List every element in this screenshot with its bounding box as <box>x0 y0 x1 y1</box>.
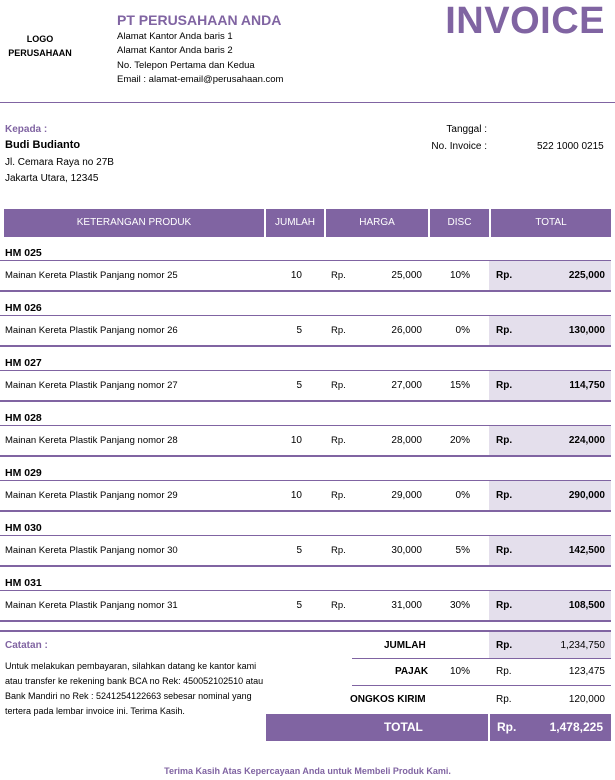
total-currency: Rp. <box>496 270 513 281</box>
summary-divider <box>352 658 611 659</box>
header-product: KETERANGAN PRODUK <box>76 217 192 228</box>
price-currency: Rp. <box>331 600 346 611</box>
product-description: Mainan Kereta Plastik Panjang nomor 27 <box>5 380 178 391</box>
total-currency: Rp. <box>496 545 513 556</box>
row-bottom-divider <box>0 345 611 347</box>
unit-price: 30,000 <box>391 545 422 556</box>
subtotal-value: 1,234,750 <box>560 640 605 651</box>
address-line-1: Alamat Kantor Anda baris 1 <box>117 31 233 42</box>
logo-line-1: LOGO <box>26 34 54 44</box>
notes-text: Untuk melakukan pembayaran, silahkan datang ke kantor kami atau transfer ke rekening bank BCA no Rek: 450052102510 atau Bank Mandiri no Rek : 5241254122663 sebesar nominal yang tertera pada lembar invoice ini. Terima Kasih. <box>5 661 264 716</box>
header-price: HARGA <box>359 217 395 228</box>
product-code: HM 029 <box>5 467 42 479</box>
notes-label: Catatan : <box>5 640 48 651</box>
subtotal-label: JUMLAH <box>384 640 426 651</box>
customer-street: Jl. Cemara Raya no 27B <box>5 157 114 168</box>
product-code: HM 031 <box>5 577 42 589</box>
product-code: HM 027 <box>5 357 42 369</box>
company-name: PT PERUSAHAAN ANDA <box>117 12 282 28</box>
shipping-currency: Rp. <box>496 694 512 705</box>
unit-price: 28,000 <box>391 435 422 446</box>
logo-line-2: PERUSAHAAN <box>8 48 72 58</box>
line-total: 142,500 <box>568 545 605 556</box>
line-total: 130,000 <box>568 325 605 336</box>
row-bottom-divider <box>0 290 611 292</box>
total-currency: Rp. <box>496 380 513 391</box>
total-currency: Rp. <box>496 435 513 446</box>
line-total: 225,000 <box>568 270 605 281</box>
price-currency: Rp. <box>331 545 346 556</box>
header-divider <box>0 102 615 103</box>
product-code: HM 025 <box>5 247 42 259</box>
line-item <box>0 403 615 458</box>
product-description: Mainan Kereta Plastik Panjang nomor 29 <box>5 490 178 501</box>
quantity: 10 <box>290 270 302 281</box>
unit-price: 27,000 <box>391 380 422 391</box>
tax-rate: 10% <box>449 666 470 677</box>
total-currency: Rp. <box>496 325 513 336</box>
invoice-title: INVOICE <box>445 0 605 42</box>
quantity: 5 <box>296 325 302 336</box>
row-bottom-divider <box>0 455 611 457</box>
line-total: 114,750 <box>569 380 605 391</box>
price-currency: Rp. <box>331 380 346 391</box>
company-logo <box>6 32 74 60</box>
quantity: 5 <box>296 380 302 391</box>
quantity: 5 <box>296 545 302 556</box>
grand-total-separator <box>488 714 490 741</box>
product-code: HM 028 <box>5 412 42 424</box>
header-discount: DISC <box>447 217 472 228</box>
row-bottom-divider <box>0 565 611 567</box>
price-currency: Rp. <box>331 435 346 446</box>
total-currency: Rp. <box>496 600 513 611</box>
shipping-value: 120,000 <box>568 694 605 705</box>
tax-currency: Rp. <box>496 666 512 677</box>
unit-price: 29,000 <box>391 490 422 501</box>
unit-price: 26,000 <box>391 325 422 336</box>
discount: 30% <box>449 600 470 611</box>
row-bottom-divider <box>0 620 611 622</box>
grand-total-bar <box>266 714 611 741</box>
unit-price: 25,000 <box>391 270 422 281</box>
customer-name: Budi Budianto <box>5 139 81 151</box>
line-total: 290,000 <box>568 490 605 501</box>
product-description: Mainan Kereta Plastik Panjang nomor 25 <box>5 270 178 281</box>
tax-label: PAJAK <box>395 666 429 677</box>
line-items <box>0 238 615 628</box>
header-total: TOTAL <box>535 217 567 228</box>
line-item <box>0 458 615 513</box>
tax-value: 123,475 <box>568 666 605 677</box>
discount: 0% <box>455 490 470 501</box>
quantity: 10 <box>290 435 302 446</box>
address-line-2: Alamat Kantor Anda baris 2 <box>117 45 233 56</box>
discount: 20% <box>449 435 470 446</box>
date-label: Tanggal : <box>446 124 487 135</box>
grand-total-label: TOTAL <box>384 720 423 734</box>
unit-price: 31,000 <box>391 600 422 611</box>
product-description: Mainan Kereta Plastik Panjang nomor 30 <box>5 545 178 556</box>
email-line: Email : alamat-email@perusahaan.com <box>117 74 284 85</box>
product-description: Mainan Kereta Plastik Panjang nomor 31 <box>5 600 178 611</box>
row-bottom-divider <box>0 510 611 512</box>
customer-city: Jakarta Utara, 12345 <box>5 173 99 184</box>
quantity: 10 <box>290 490 302 501</box>
thank-you-footer: Terima Kasih Atas Kepercayaan Anda untuk Membeli Produk Kami. <box>164 766 451 776</box>
grand-total-currency: Rp. <box>497 720 517 734</box>
price-currency: Rp. <box>331 325 346 336</box>
total-currency: Rp. <box>496 490 513 501</box>
line-total: 108,500 <box>568 600 605 611</box>
table-header <box>4 209 611 237</box>
shipping-label: ONGKOS KIRIM <box>350 694 426 705</box>
product-description: Mainan Kereta Plastik Panjang nomor 26 <box>5 325 178 336</box>
discount: 5% <box>455 545 470 556</box>
invoice-number-value: 522 1000 0215 <box>537 141 604 152</box>
product-description: Mainan Kereta Plastik Panjang nomor 28 <box>5 435 178 446</box>
grand-total-value: 1,478,225 <box>549 720 603 734</box>
discount: 15% <box>449 380 470 391</box>
invoice-number-label: No. Invoice : <box>431 141 487 152</box>
subtotal-currency: Rp. <box>496 640 513 651</box>
summary-divider <box>352 685 611 686</box>
line-item <box>0 348 615 403</box>
phone-line: No. Telepon Pertama dan Kedua <box>117 60 255 71</box>
line-item <box>0 513 615 568</box>
header-quantity: JUMLAH <box>274 217 315 228</box>
quantity: 5 <box>296 600 302 611</box>
discount: 10% <box>449 270 470 281</box>
recipient-label: Kepada : <box>5 124 48 135</box>
line-total: 224,000 <box>568 435 605 446</box>
line-item <box>0 238 615 293</box>
price-currency: Rp. <box>331 270 346 281</box>
product-code: HM 026 <box>5 302 42 314</box>
line-item <box>0 568 615 623</box>
discount: 0% <box>455 325 470 336</box>
price-currency: Rp. <box>331 490 346 501</box>
product-code: HM 030 <box>5 522 42 534</box>
line-item <box>0 293 615 348</box>
row-bottom-divider <box>0 400 611 402</box>
